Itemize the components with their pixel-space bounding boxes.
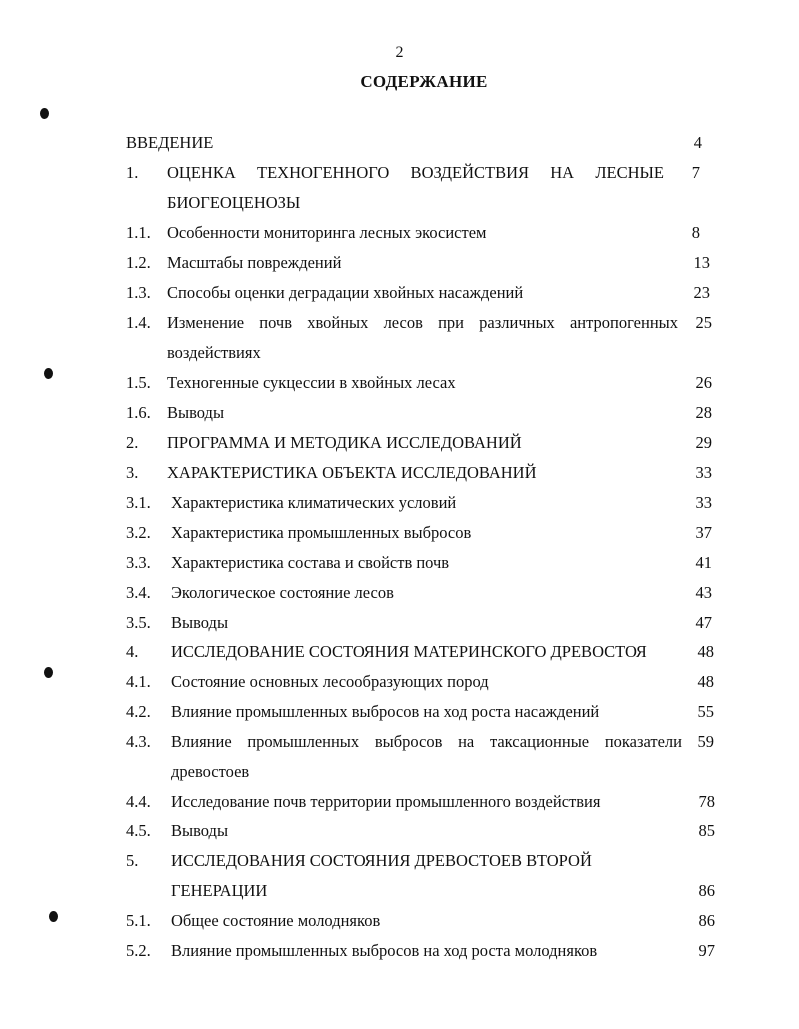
toc-intro-text: ВВЕДЕНИЕ [126, 133, 214, 152]
toc-entry [0, 248, 799, 278]
toc-entry-title-continued: ГЕНЕРАЦИИ [171, 881, 268, 900]
toc-entry-page: 55 [697, 702, 714, 721]
toc-entry [0, 218, 799, 248]
toc-entry-title: ИССЛЕДОВАНИЯ СОСТОЯНИЯ ДРЕВОСТОЕВ ВТОРОЙ [171, 851, 592, 870]
toc-entry-title: Характеристика промышленных выбросов [171, 523, 472, 542]
toc-entry-title: Техногенные сукцессии в хвойных лесах [167, 373, 456, 392]
toc-entry-continuation [0, 757, 799, 787]
toc-entry-page: 8 [691, 223, 700, 242]
toc-entry [0, 787, 799, 817]
toc-entry-title: Выводы [171, 613, 229, 632]
toc-entry [0, 727, 799, 757]
toc-entry-number: 3.1. [126, 493, 151, 512]
toc-intro [0, 128, 799, 158]
toc-entry-title: Изменение почв хвойных лесов при различных антропогенных [167, 313, 678, 332]
toc-entry-page: 85 [698, 821, 715, 840]
toc-entry-title: Масштабы повреждений [167, 253, 342, 272]
toc-entry-continuation [0, 188, 799, 218]
toc-entry [0, 308, 799, 338]
toc-entry-title: Экологическое состояние лесов [171, 583, 394, 602]
toc-entry [0, 608, 799, 638]
toc-entry-title: ПРОГРАММА И МЕТОДИКА ИССЛЕДОВАНИЙ [167, 433, 522, 452]
toc-entry-title-continued: воздействиях [167, 343, 261, 362]
toc-entry-page: 59 [697, 732, 714, 751]
toc-entry-number: 4.2. [126, 702, 151, 721]
toc-entry-page: 47 [695, 613, 712, 632]
toc-entry-number: 2. [126, 433, 139, 452]
toc-entry-page: 86 [698, 911, 715, 930]
toc-entry-page: 13 [693, 253, 710, 272]
toc-entry-number: 3.4. [126, 583, 151, 602]
toc-entry-page: 28 [695, 403, 712, 422]
toc-entry-page: 26 [695, 373, 712, 392]
toc-intro-page: 4 [693, 133, 702, 152]
toc-entry-title-continued: БИОГЕОЦЕНОЗЫ [167, 193, 301, 212]
toc-entry [0, 578, 799, 608]
toc-entry [0, 278, 799, 308]
toc-entry-title: Выводы [171, 821, 229, 840]
toc-entry-page: 86 [698, 881, 715, 900]
toc-entry-page: 78 [698, 792, 715, 811]
toc-entry-title: ХАРАКТЕРИСТИКА ОБЪЕКТА ИССЛЕДОВАНИЙ [167, 463, 537, 482]
toc-entry-page: 97 [698, 941, 715, 960]
toc-entry-page: 29 [695, 433, 712, 452]
toc-entry-title: ОЦЕНКА ТЕХНОГЕННОГО ВОЗДЕЙСТВИЯ НА ЛЕСНЫЕ [167, 163, 664, 182]
toc-entry-page: 48 [697, 642, 714, 661]
toc-entry-page: 37 [695, 523, 712, 542]
toc-entry-number: 1.3. [126, 283, 151, 302]
toc-entry-title: Влияние промышленных выбросов на ход роста молодняков [171, 941, 598, 960]
toc-entry [0, 398, 799, 428]
toc-entry-number: 4.4. [126, 792, 151, 811]
toc-entry [0, 158, 799, 188]
toc-entry-title-continued: древостоев [171, 762, 250, 781]
toc-entry [0, 518, 799, 548]
toc-entry [0, 368, 799, 398]
toc-entry-number: 5. [126, 851, 139, 870]
toc-entry-number: 4.3. [126, 732, 151, 751]
page-title: СОДЕРЖАНИЕ [360, 72, 488, 91]
scan-dot [40, 108, 49, 119]
toc-entry-continuation [0, 338, 799, 368]
toc-entry-number: 1.6. [126, 403, 151, 422]
toc-entry [0, 906, 799, 936]
toc-entry-number: 1.4. [126, 313, 151, 332]
toc-entry [0, 458, 799, 488]
toc-entry-title: ИССЛЕДОВАНИЕ СОСТОЯНИЯ МАТЕРИНСКОГО ДРЕВОСТОЯ [171, 642, 647, 661]
toc-entry-page: 33 [695, 463, 712, 482]
toc-entry-number: 1.1. [126, 223, 151, 242]
toc-entry-continuation [0, 876, 799, 906]
toc-entry-page: 23 [693, 283, 710, 302]
toc-entry-title: Состояние основных лесообразующих пород [171, 672, 489, 691]
toc-entry-number: 4.5. [126, 821, 151, 840]
toc-entry [0, 816, 799, 846]
toc-entry-title: Характеристика состава и свойств почв [171, 553, 450, 572]
toc-entry [0, 637, 799, 667]
page-number: 2 [395, 44, 404, 61]
toc-entry-page: 25 [695, 313, 712, 332]
toc-entry [0, 667, 799, 697]
toc-entry-title: Исследование почв территории промышленного воздействия [171, 792, 601, 811]
toc-entry-number: 3.2. [126, 523, 151, 542]
toc-entry-title: Выводы [167, 403, 225, 422]
toc-entry-number: 5.2. [126, 941, 151, 960]
toc-entry-number: 3.5. [126, 613, 151, 632]
toc-entry [0, 936, 799, 966]
toc-entry-number: 5.1. [126, 911, 151, 930]
toc-entry-title: Влияние промышленных выбросов на ход роста насаждений [171, 702, 600, 721]
toc-entry-title: Влияние промышленных выбросов на таксационные показатели [171, 732, 682, 751]
toc-entry [0, 488, 799, 518]
toc-entry-title: Особенности мониторинга лесных экосистем [167, 223, 487, 242]
toc-entry-number: 4. [126, 642, 139, 661]
toc-entry [0, 428, 799, 458]
toc-entry [0, 697, 799, 727]
toc-entry-page: 43 [695, 583, 712, 602]
toc-entry-number: 4.1. [126, 672, 151, 691]
toc-entry-page: 7 [691, 163, 700, 182]
toc-entry-title: Характеристика климатических условий [171, 493, 457, 512]
toc-entry-number: 1.2. [126, 253, 151, 272]
toc-entry-number: 3. [126, 463, 139, 482]
toc-entry-number: 1.5. [126, 373, 151, 392]
toc-entry-number: 1. [126, 163, 139, 182]
toc-entry [0, 548, 799, 578]
toc-entry-title: Общее состояние молодняков [171, 911, 381, 930]
toc-entry-page: 48 [697, 672, 714, 691]
toc-entry-number: 3.3. [126, 553, 151, 572]
toc-entry-page: 33 [695, 493, 712, 512]
toc-entry-title: Способы оценки деградации хвойных насаждений [167, 283, 524, 302]
toc-entry-page: 41 [695, 553, 712, 572]
